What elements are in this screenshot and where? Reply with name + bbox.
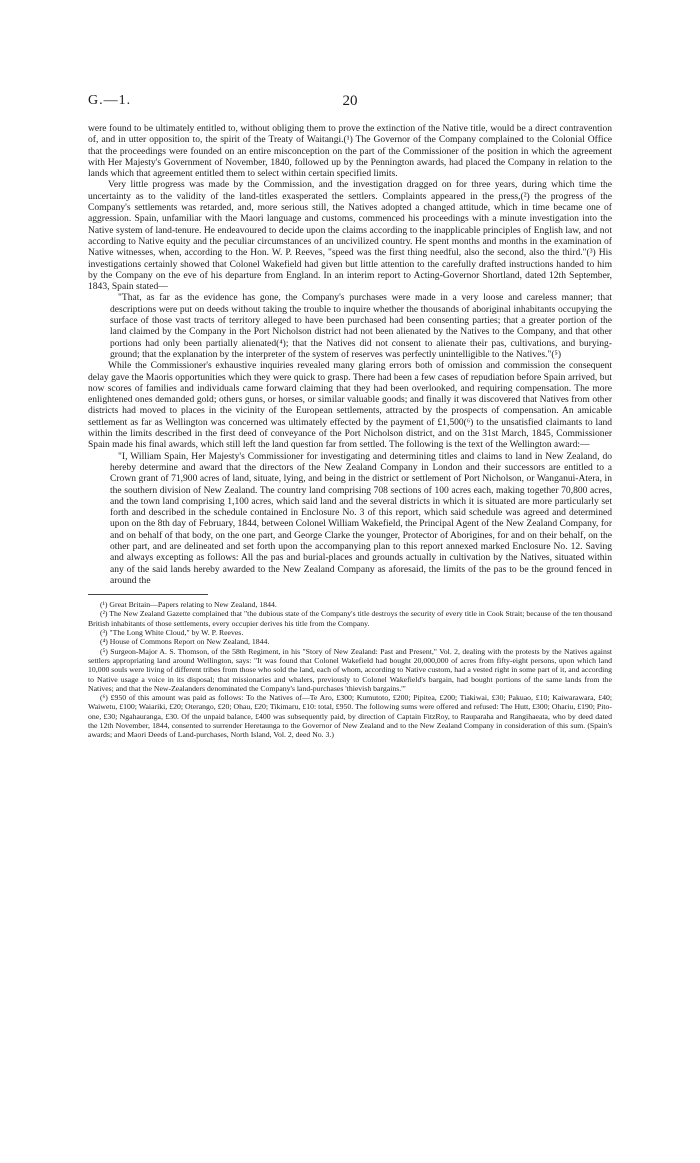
footnote-1: (¹) Great Britain—Papers relating to New Zealand, 1844. [100,600,277,610]
quote-spain-interim-report: "That, as far as the evidence has gone, the Company's purchases were made in a very loose and careless manner; that descriptions were put on deeds without taking the trouble to inquire whether the thousands of aboriginal inhabitants occupying the surface of those vast tracts of territory alleged to have been purchased had been consenting parties; that a greater portion of the land claimed by the Company in the Port Nicholson district had not been alienated by the Natives to the Company, and that other portions had only been partially alienated(⁴); that the Natives did not consent to alienate their pas, cultivations, and burying-ground; that the explanation by the interpreter of the system of reserves was perfectly unintelligible to the Natives."(⁵) [110,292,612,360]
footnote-5: (⁵) Surgeon-Major A. S. Thomson, of the 58th Regiment, in his "Story of New Zealand: Past and Present," Vol. 2, dealing with the protests by the Natives against settlers appropriating land around Wellington, says: "It was found that Colonel Wakefield had bought 20,000,000 of acres from fifty-eight persons, upon which land 10,000 souls were living of different tribes from those who sold the land, each of whom, according to Native custom, had a vested right in some part of it, and according to Native usage a voice in its disposal; that missionaries and whalers, previously to Colonel Wakefield's bargain, had bought portions of the same lands from the Natives; and that the New-Zealanders denominated the Company's land-purchases 'thievish bargains.'" [88,646,612,693]
paragraph-compensation: While the Commissioner's exhaustive inquiries revealed many glaring errors both of omission and commission the consequent delay gave the Maoris opportunities which they were quick to grasp. There had been a few cases of repudiation before Spain arrived, but now scores of families and individuals came forward claiming that they had been overlooked, and requiring compensation. The more enlightened ones demanded gold; others guns, or horses, or similar valuable goods; and finally it was discovered that Natives from other districts had moved to places in the vicinity of the European settlements, attracted by the prospects of compensation. An amicable settlement as far as Wellington was concerned was ultimately effected by the payment of £1,500(⁶) to the unsatisfied claimants to land within the limits described in the first deed of conveyance of the Port Nicholson district, and on the 31st March, 1845, Commissioner Spain made his final awards, which still left the land question far from settled. The following is the text of the Wellington award:— [88,360,612,451]
quote-wellington-award: "I, William Spain, Her Majesty's Commissioner for investigating and determining titles and claims to land in New Zealand, do hereby determine and award that the directors of the New Zealand Company in London and their successors are entitled to a Crown grant of 71,900 acres of land, situate, lying, and being in the district or settlement of Port Nicholson, or Wanganui-Atera, in the southern division of New Zealand. The country land comprising 708 sections of 100 acres each, making together 70,800 acres, and the town land comprising 1,100 acres, which said land and the several districts in which it is situated are more particularly set forth and described in the schedule contained in Enclosure No. 3 of this report, which said schedule was agreed and determined upon on the 8th day of February, 1844, between Colonel William Wakefield, the Principal Agent of the New Zealand Company, for and on behalf of that body, on the one part, and George Clarke the younger, Protector of Aborigines, for and on their behalf, on the other part, and are delineated and set forth upon the accompanying plan to this report annexed marked Enclosure No. 12. Saving and always excepting as follows: All the pas and burial-places and grounds actually in cultivation by the Natives, situated within any of the said lands hereby awarded to the New Zealand Company as aforesaid, the limits of the pas to be the ground fenced in around the [110,450,612,586]
series-label: G.—1. [88,93,132,108]
footnote-3: (³) "The Long White Cloud," by W. P. Reeves. [100,628,244,638]
page-number: 20 [342,93,358,109]
page-header [88,93,612,113]
footnote-divider [88,594,208,595]
paragraph-continuation: were found to be ultimately entitled to, without obliging them to prove the extinction of the Native title, would be a direct contravention of, and in utter opposition to, the spirit of the Treaty of Waitangi.(¹) The Governor of the Company complained to the Colonial Office that the proceedings were founded on an entire misconception on the part of the Commissioner of the position in which the agreement with Her Majesty's Government of November, 1840, followed up by the Pennington awards, had placed the Company in relation to the lands which that agreement entitled them to select within certain specified limits. [88,123,612,180]
footnotes [88,600,612,739]
footnote-4: (⁴) House of Commons Report on New Zealand, 1844. [100,637,270,647]
footnote-6: (⁶) £950 of this amount was paid as follows: To the Natives of—Te Aro, £300; Kumutoto, £200; Pipitea, £200; Tiakiwai, £30; Pakuao, £10; Kaiwarawara, £40; Waiwetu, £100; Waiariki, £20; Oterango, £20; Ohau, £20; Tikimaru, £10: total, £950. The following sums were offered and refused: The Hutt, £300; Ohariu, £190; Pito-one, £30; Ngahauranga, £30. Of the unpaid balance, £400 was subsequently paid, by direction of Captain FitzRoy, to Rauparaha and Rangihaeata, who by deed dated the 12th November, 1844, consented to surrender Heretaunga to the Governor of New Zealand and to the New Zealand Company in consideration of this sum. (Spain's awards; and Maori Deeds of Land-purchases, North Island, Vol. 2, deed No. 3.) [88,693,612,740]
footnote-2: (²) The New Zealand Gazette complained that "the dubious state of the Company's title destroys the security of every title in Cook Strait; because of the ten thousand British inhabitants of those settlements, every occupier derives his title from the Company. [88,609,612,628]
paragraph-commission-progress: Very little progress was made by the Commission, and the investigation dragged on for three years, during which time the uncertainty as to the validity of the land-titles exasperated the settlers. Complaints appeared in the press,(²) the progress of the Company's settlements was retarded, and, more serious still, the Natives adopted a changed attitude, which in time became one of aggression. Spain, unfamiliar with the Maori language and customs, commenced his proceedings with a minute investigation into the Native system of land-tenure. He endeavoured to decide upon the claims according to the inapplicable principles of English law, and not according to Native equity and the peculiar circumstances of an uncivilized country. He spent months and months in the examination of Native witnesses, when, according to the Hon. W. P. Reeves, "speed was the first thing needful, also the second, also the third."(³) His investigations certainly showed that Colonel Wakefield had given but little attention to the carefully drafted instructions handed to him by the Company on the eve of his departure from England. In an interim report to Acting-Governor Shortland, dated 12th September, 1843, Spain stated— [88,179,612,293]
document-body [88,123,612,740]
